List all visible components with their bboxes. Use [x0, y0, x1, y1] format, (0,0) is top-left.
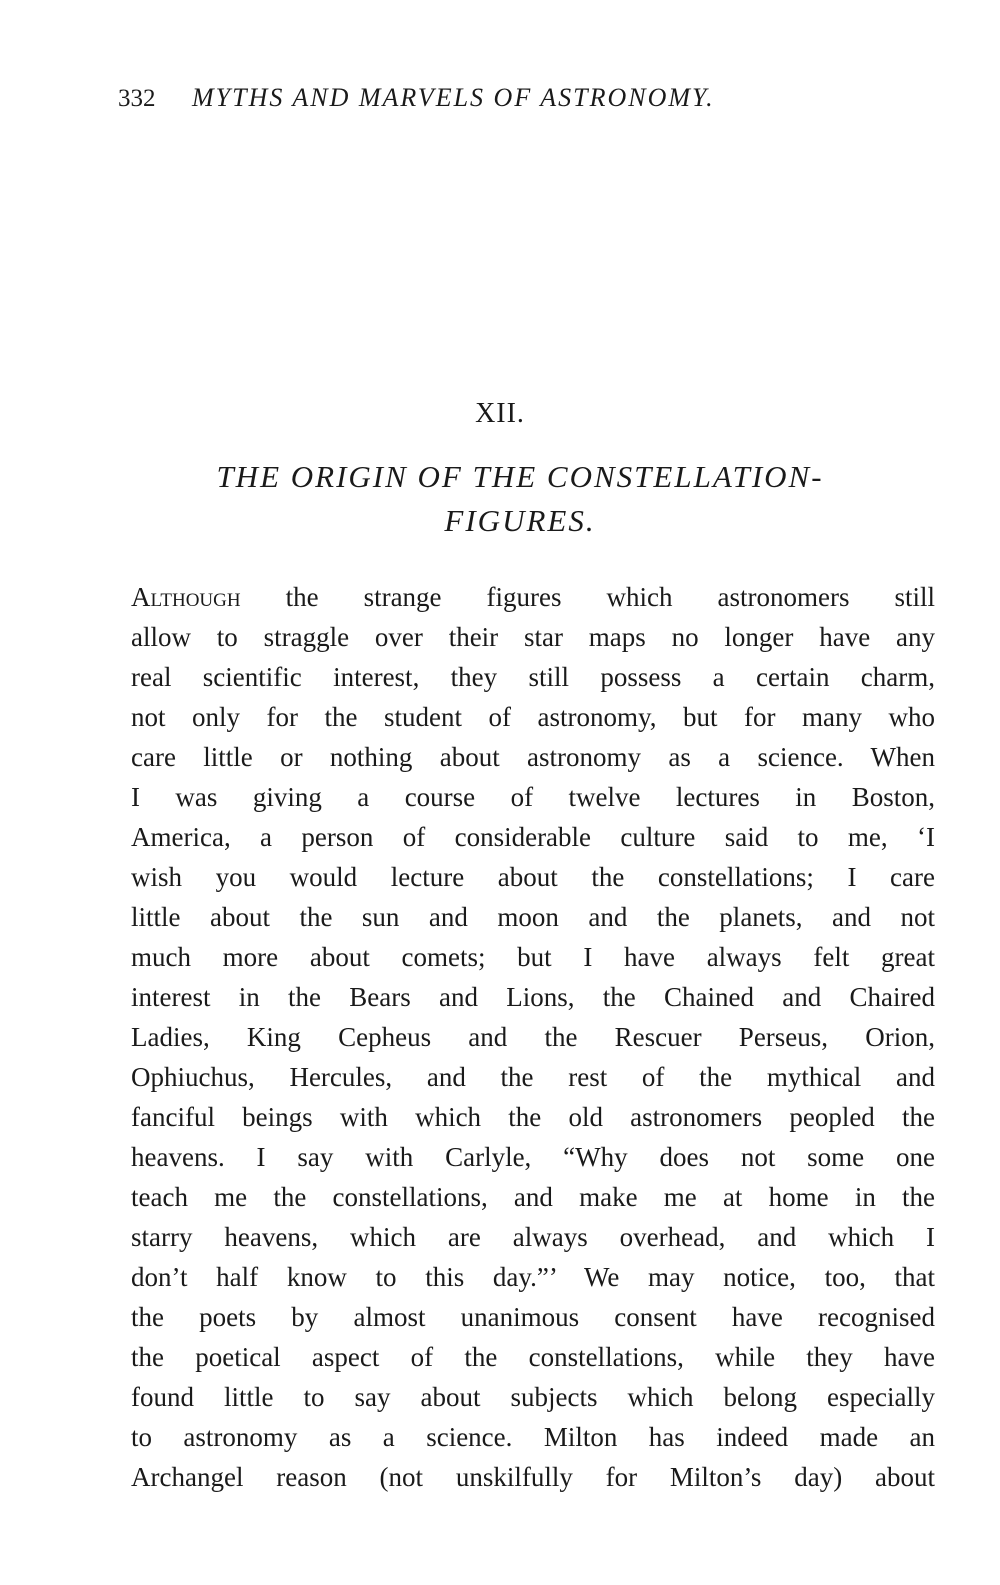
text-line: starry heavens, which are always overhead, and which I: [131, 1222, 935, 1252]
text-line: much more about comets; but I have always felt great: [131, 942, 935, 972]
chapter-number: XII.: [475, 398, 525, 429]
text-line: Ophiuchus, Hercules, and the rest of the mythical and: [131, 1062, 935, 1092]
opening-word: Although: [131, 582, 241, 612]
text-line: heavens. I say with Carlyle, “Why does not some one: [131, 1142, 935, 1172]
text-line: real scientific interest, they still possess a certain charm,: [131, 662, 935, 692]
text-line: found little to say about subjects which belong especially: [131, 1382, 935, 1412]
chapter-title-line-1: THE ORIGIN OF THE CONSTELLATION-: [216, 459, 824, 494]
text-line: don’t half know to this day.”’ We may notice, too, that: [131, 1262, 935, 1292]
running-title: MYTHS AND MARVELS OF ASTRONOMY.: [192, 83, 715, 112]
text-line: care little or nothing about astronomy as a science. When: [131, 742, 935, 772]
chapter-title-line-2: FIGURES.: [444, 503, 596, 538]
text-line: little about the sun and moon and the planets, and not: [131, 902, 935, 932]
text-line: interest in the Bears and Lions, the Chained and Chaired: [131, 982, 935, 1012]
text-line: wish you would lecture about the constellations; I care: [131, 862, 935, 892]
text-line: Ladies, King Cepheus and the Rescuer Perseus, Orion,: [131, 1022, 935, 1052]
text-line: I was giving a course of twelve lectures in Boston,: [131, 782, 935, 812]
chapter-title: [100, 455, 940, 543]
text-line: allow to straggle over their star maps no longer have any: [131, 622, 935, 652]
text-line: teach me the constellations, and make me at home in the: [131, 1182, 935, 1212]
text-line: Archangel reason (not unskilfully for Milton’s day) about: [131, 1462, 935, 1492]
text-line: America, a person of considerable culture said to me, ‘I: [131, 822, 935, 852]
text-line: fanciful beings with which the old astronomers peopled the: [131, 1102, 935, 1132]
body-paragraph: [131, 577, 935, 1497]
text-line: [131, 577, 935, 617]
page-number: 332: [118, 85, 156, 112]
text-line: the poets by almost unanimous consent have recognised: [131, 1302, 935, 1332]
text-line: the poetical aspect of the constellations, while they have: [131, 1342, 935, 1372]
text-line: not only for the student of astronomy, but for many who: [131, 702, 935, 732]
running-header: [118, 78, 918, 118]
text-line-content: the strange figures which astronomers still: [240, 582, 935, 612]
text-line: to astronomy as a science. Milton has indeed made an: [131, 1422, 935, 1452]
